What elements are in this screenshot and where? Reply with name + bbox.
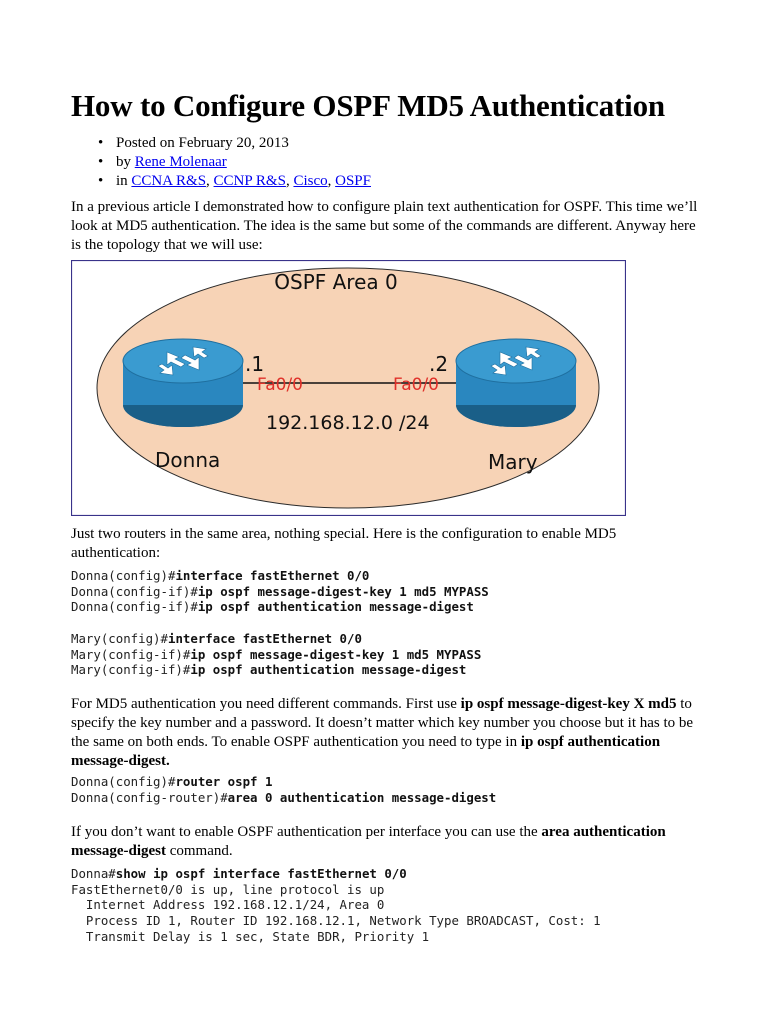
posted-date: • Posted on February 20, 2013 [71, 134, 371, 153]
intro-paragraph: In a previous article I demonstrated how to configure plain text authentication for OSPF. This time we’ll look at MD5 authentication. The idea is the same but some of the commands are different. Anyway here is the topology that we will use: [71, 199, 698, 253]
page-title: How to Configure OSPF MD5 Authentication [71, 88, 665, 123]
category-link-ccna[interactable]: CCNA R&S [131, 173, 207, 189]
code-line: Donna(config)#router ospf 1 [71, 774, 273, 789]
code-line: Donna(config-if)#ip ospf authentication message-digest [71, 599, 474, 615]
code-line: Donna(config-if)#ip ospf message-digest-key 1 md5 MYPASS [71, 583, 489, 599]
code-line: Donna(config)#interface fastEthernet 0/0 [71, 568, 370, 583]
category-link-ospf[interactable]: OSPF [335, 173, 371, 189]
donna-router-name: Donna [155, 448, 221, 472]
author-link[interactable]: Rene Molenaar [134, 154, 227, 170]
category-link-ccnp[interactable]: CCNP R&S [213, 173, 286, 189]
code-block-donna-interface [71, 568, 489, 615]
code-block-area-auth [71, 774, 496, 805]
mary-ip-label: .2 [429, 352, 449, 376]
mary-interface-label: Fa0/0 [393, 375, 439, 395]
code-line: Donna(config-router)#area 0 authentication message-digest [71, 789, 497, 805]
mary-router-name: Mary [488, 450, 538, 474]
code-line: Donna#show ip ospf interface fastEthernet 0/0 [71, 866, 407, 881]
paragraph-area-authentication: If you don’t want to enable OSPF authentication per interface you can use the area authentication message-digest command. [71, 824, 666, 859]
code-output-line: Process ID 1, Router ID 192.168.12.1, Network Type BROADCAST, Cost: 1 [71, 913, 601, 929]
post-meta [71, 134, 371, 191]
code-line: Mary(config)#interface fastEthernet 0/0 [71, 631, 362, 646]
code-line: Mary(config-if)#ip ospf message-digest-key 1 md5 MYPASS [71, 646, 482, 662]
subnet-label: 192.168.12.0 /24 [266, 412, 430, 434]
code-block-show-interface [71, 866, 601, 945]
topology-diagram [71, 260, 626, 516]
donna-interface-label: Fa0/0 [257, 375, 303, 395]
router-icon-donna [123, 339, 243, 427]
router-icon-mary [456, 339, 576, 427]
area-label: OSPF Area 0 [274, 270, 398, 294]
code-output-line: Transmit Delay is 1 sec, State BDR, Priority 1 [71, 928, 430, 944]
category-line: • in CCNA R&S, CCNP R&S, Cisco, OSPF [71, 172, 371, 191]
paragraph-md5-commands: For MD5 authentication you need different commands. First use ip ospf message-digest-key X md5 to specify the key number and a password. It doesn’t matter which key number you choose but it has to be the same on both ends. To enable OSPF authentication you need to type in ip ospf authentication message-digest. [71, 696, 694, 769]
author-line: • by Rene Molenaar [71, 153, 371, 172]
code-output-line: FastEthernet0/0 is up, line protocol is up [71, 881, 385, 897]
category-link-cisco[interactable]: Cisco [293, 173, 328, 189]
code-output-line: Internet Address 192.168.12.1/24, Area 0 [71, 897, 385, 913]
code-block-mary-interface [71, 631, 481, 678]
paragraph-two-routers: Just two routers in the same area, nothing special. Here is the configuration to enable MD5 authentication: [71, 526, 617, 561]
code-line: Mary(config-if)#ip ospf authentication message-digest [71, 662, 467, 678]
donna-ip-label: .1 [245, 352, 265, 376]
